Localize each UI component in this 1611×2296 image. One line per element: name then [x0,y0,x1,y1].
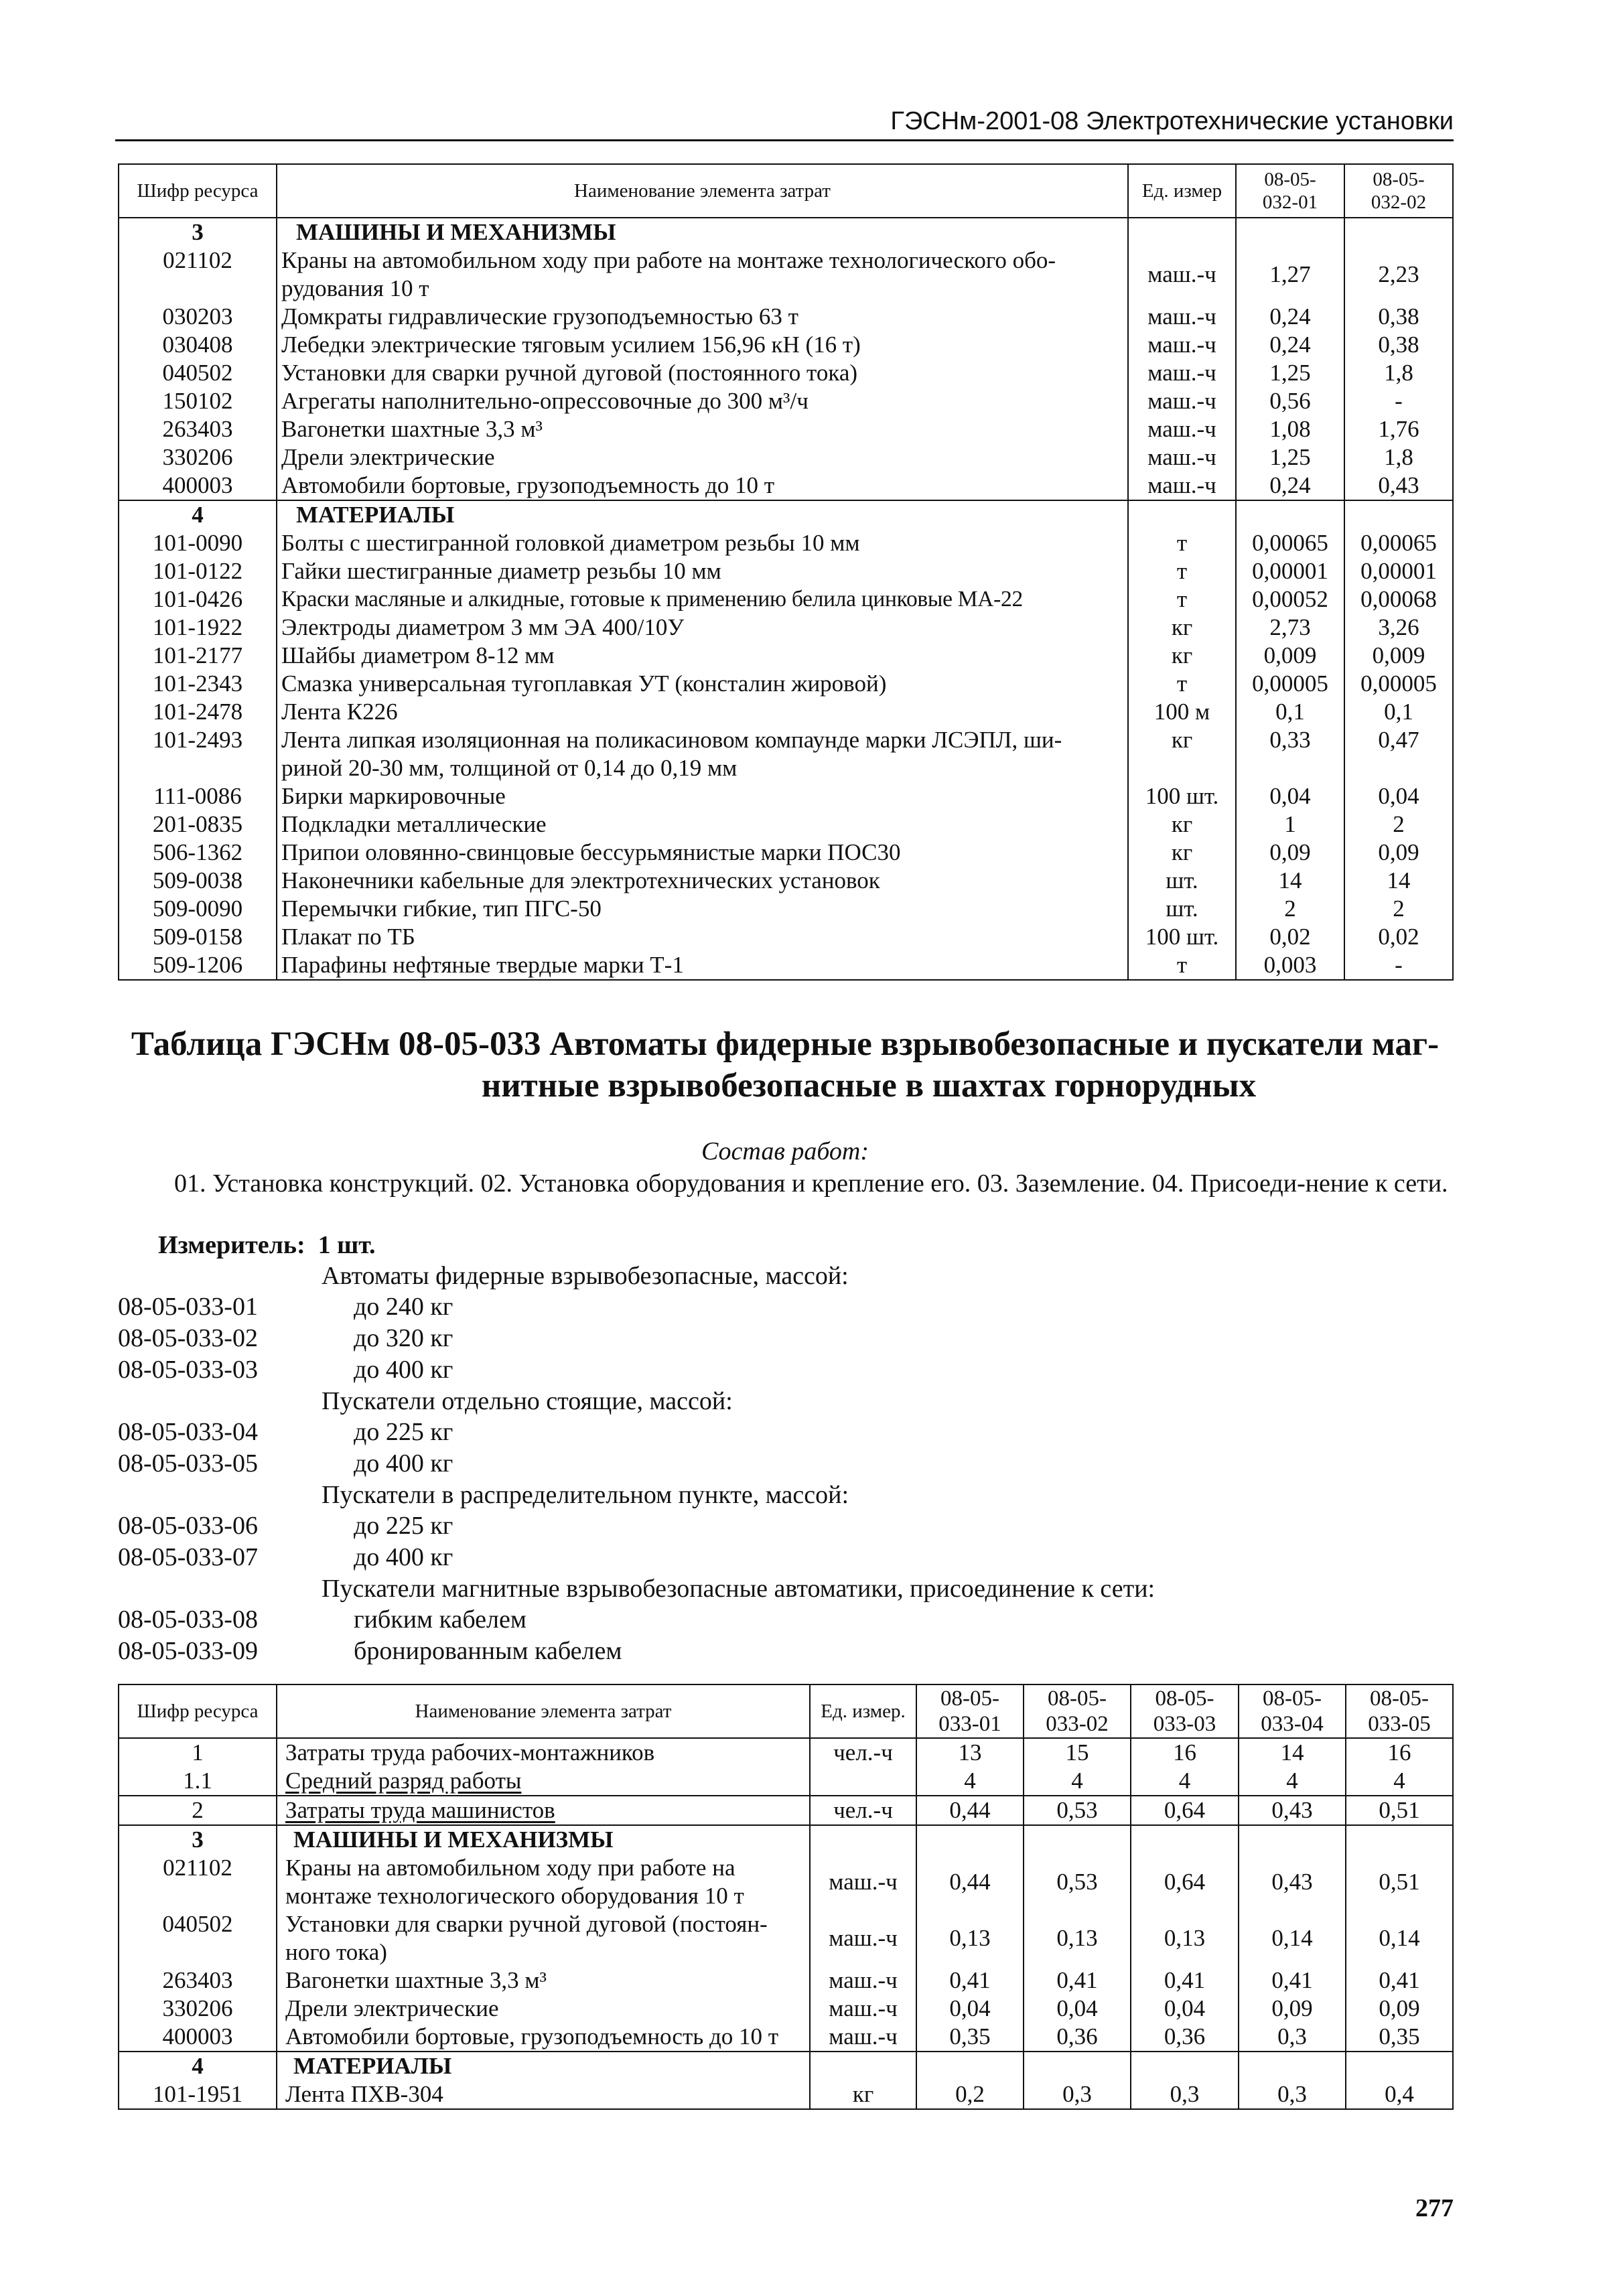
value-cell: 2,73 [1236,614,1344,642]
norm-text: до 400 кг [354,1356,453,1384]
resource-name: Краски масляные и алкидные, готовые к применению белила цинковые МА-22 [277,585,1128,614]
resource-name: Автомобили бортовые, грузоподъемность до 10 т [277,472,1128,500]
table-row [119,387,1453,415]
unit: маш.-ч [1128,443,1236,472]
table-row [119,1995,1453,2023]
value-cell: 0,53 [1024,1796,1131,1825]
section-title: МАШИНЫ И МЕХАНИЗМЫ [277,218,1128,246]
resource-name: Электроды диаметром 3 мм ЭА 400/10У [277,614,1128,642]
value-cell: 1 [1236,810,1344,839]
table-row [119,1738,1453,1767]
value-cell: 0,00001 [1236,557,1344,585]
value-cell: 14 [1236,867,1344,895]
value-cell: - [1344,387,1453,415]
resource-code: 400003 [119,472,277,500]
table-row [119,415,1453,443]
resource-code: 021102 [119,246,277,303]
table-row [119,839,1453,867]
value-cell: 0,14 [1346,1910,1453,1966]
resource-code: 1 [119,1738,277,1767]
resource-name: Средний разряд работы [285,1768,522,1794]
list-item [118,1542,1454,1573]
unit: маш.-ч [1128,359,1236,387]
value-cell: 4 [1024,1767,1131,1796]
work-composition-text [118,1168,1454,1199]
value-cell: 1,25 [1236,443,1344,472]
resource-code: 101-0122 [119,557,277,585]
resource-name: Смазка универсальная тугоплавкая УТ (консталин жировой) [277,670,1128,698]
unit: т [1128,529,1236,557]
section-row [119,218,1453,246]
page-number: 277 [1415,2194,1454,2222]
value-cell: 0,3 [1024,2080,1131,2109]
resource-name: Затраты труда рабочих-монтажников [277,1738,810,1767]
value-cell: 0,00065 [1344,529,1453,557]
norm-text: до 225 кг [354,1418,453,1446]
norm-code: 08-05-033-03 [118,1356,258,1384]
value-cell: 0,00068 [1344,585,1453,614]
value-cell: 0,35 [916,2023,1024,2052]
resource-name: Болты с шестигранной головкой диаметром резьбы 10 мм [277,529,1128,557]
measure-value: 1 шт. [318,1231,376,1259]
resource-code: 030203 [119,303,277,331]
section-title: МАШИНЫ И МЕХАНИЗМЫ [277,1825,810,1854]
unit: кг [1128,726,1236,782]
list-item [118,1417,1454,1448]
unit: кг [1128,839,1236,867]
resource-name: Краны на автомобильном ходу при работе на монтаже технологического оборудования 10 т [277,1854,810,1910]
unit: чел.-ч [810,1738,916,1767]
list-item [118,1323,1454,1354]
resource-code: 030408 [119,331,277,359]
section-title: МАТЕРИАЛЫ [277,500,1128,529]
value-cell: 0,009 [1236,642,1344,670]
column-header: 08-05- 033-02 [1024,1684,1131,1738]
unit: маш.-ч [810,1854,916,1910]
unit: маш.-ч [1128,472,1236,500]
table-row [119,810,1453,839]
column-header: 08-05- 032-01 [1236,164,1344,218]
table-row [119,2023,1453,2052]
list-item [118,1604,1454,1636]
column-header: Ед. измер [1128,164,1236,218]
value-cell: 0,51 [1346,1854,1453,1910]
value-cell: 13 [916,1738,1024,1767]
resource-code: 509-0038 [119,867,277,895]
norm-text: бронированным кабелем [354,1637,622,1665]
resource-name: Перемычки гибкие, тип ПГС-50 [277,895,1128,923]
resource-code: 3 [119,218,277,246]
value-cell: 0,38 [1344,331,1453,359]
running-header: ГЭСНм-2001-08 Электротехнические установки [890,107,1454,135]
table-row [119,614,1453,642]
resource-code: 509-1206 [119,951,277,980]
value-cell: 0,02 [1236,923,1344,951]
value-cell: 0,53 [1024,1854,1131,1910]
value-cell: 2 [1236,895,1344,923]
resource-code: 1.1 [119,1767,277,1796]
value-cell: 0,13 [1131,1910,1239,1966]
table-row [119,1966,1453,1995]
list-item [118,1448,1454,1480]
resource-code: 101-1951 [119,2080,277,2109]
value-cell: 0,41 [916,1966,1024,1995]
resource-name: Бирки маркировочные [277,782,1128,810]
norm-text: до 240 кг [354,1293,453,1321]
resource-code: 040502 [119,359,277,387]
value-cell: 15 [1024,1738,1131,1767]
unit: т [1128,557,1236,585]
value-cell: 4 [916,1767,1024,1796]
table-row [119,359,1453,387]
table-row [119,923,1453,951]
value-cell: 0,41 [1024,1966,1131,1995]
column-header: 08-05- 033-01 [916,1684,1024,1738]
list-item [118,1510,1454,1542]
resource-code: 506-1362 [119,839,277,867]
column-header: 08-05- 033-04 [1239,1684,1346,1738]
value-cell: 0,47 [1344,726,1453,782]
unit: т [1128,585,1236,614]
norm-code: 08-05-033-04 [118,1418,258,1446]
unit: чел.-ч [810,1796,916,1825]
resource-name: Плакат по ТБ [277,923,1128,951]
norm-code: 08-05-033-02 [118,1324,258,1352]
table-row [119,951,1453,980]
table-title-line: Таблица ГЭСНм 08-05-033 Автоматы фидерные взрывобезопасные и пускатели маг- [131,1025,1440,1063]
value-cell: 0,41 [1346,1966,1453,1995]
value-cell: 0,36 [1131,2023,1239,2052]
value-cell: 0,09 [1239,1995,1346,2023]
resource-name: Наконечники кабельные для электротехнических установок [277,867,1128,895]
value-cell: 0,3 [1239,2023,1346,2052]
value-cell: 0,56 [1236,387,1344,415]
norm-group-heading: Пускатели магнитные взрывобезопасные автоматики, присоединение к сети: [322,1575,1155,1603]
table-row [119,698,1453,726]
unit: кг [1128,642,1236,670]
unit: шт. [1128,867,1236,895]
resource-code: 101-2343 [119,670,277,698]
resource-name: Агрегаты наполнительно-опрессовочные до 300 м³/ч [277,387,1128,415]
norm-code: 08-05-033-08 [118,1605,258,1634]
norm-code: 08-05-033-09 [118,1637,258,1665]
table-title-line: нитные взрывобезопасные в шахтах горнорудных [481,1067,1257,1104]
value-cell: 1,8 [1344,359,1453,387]
resource-name: Подкладки металлические [277,810,1128,839]
table-header-row [119,164,1453,218]
value-cell: 0,64 [1131,1854,1239,1910]
value-cell: 0,04 [1131,1995,1239,2023]
table-row [119,895,1453,923]
resource-name: Лебедки электрические тяговым усилием 156,96 кН (16 т) [277,331,1128,359]
unit [810,1767,916,1796]
value-cell: 2 [1344,810,1453,839]
work-composition-body: 01. Установка конструкций. 02. Установка оборудования и крепление его. 03. Заземление. 04. Присоеди-нение к сети. [174,1169,1448,1198]
value-cell: 16 [1131,1738,1239,1767]
resource-code: 263403 [119,415,277,443]
unit: 100 шт. [1128,923,1236,951]
table-row [119,1854,1453,1910]
table-row [119,726,1453,782]
table-row [119,642,1453,670]
resource-name: Автомобили бортовые, грузоподъемность до 10 т [277,2023,810,2052]
column-header: 08-05- 033-05 [1346,1684,1453,1738]
value-cell: 0,04 [1024,1995,1131,2023]
value-cell: 0,2 [916,2080,1024,2109]
table-row [119,1767,1453,1796]
value-cell: 0,00052 [1236,585,1344,614]
resource-name: Лента К226 [277,698,1128,726]
unit: маш.-ч [1128,303,1236,331]
header-rule [115,139,1454,141]
value-cell: 0,09 [1344,839,1453,867]
unit: 100 шт. [1128,782,1236,810]
resource-name: Вагонетки шахтные 3,3 м³ [277,1966,810,1995]
resource-name: Краны на автомобильном ходу при работе на монтаже технологического обо- рудования 10 т [277,246,1128,303]
resource-name: Припои оловянно-свинцовые бессурьмянистые марки ПОС30 [277,839,1128,867]
value-cell: 0,3 [1131,2080,1239,2109]
resource-code: 509-0158 [119,923,277,951]
value-cell: 0,43 [1239,1854,1346,1910]
value-cell: 0,3 [1239,2080,1346,2109]
norm-code: 08-05-033-07 [118,1543,258,1571]
norm-code: 08-05-033-01 [118,1293,258,1321]
value-cell: 0,04 [1236,782,1344,810]
column-header: Наименование элемента затрат [277,164,1128,218]
unit: кг [1128,810,1236,839]
value-cell: 16 [1346,1738,1453,1767]
norm-list [118,1261,1454,1667]
list-item [118,1291,1454,1323]
column-header: Шифр ресурса [119,164,277,218]
unit: маш.-ч [810,1910,916,1966]
table-header-row [119,1684,1453,1738]
list-item [118,1636,1454,1667]
resource-code: 150102 [119,387,277,415]
resource-code: 4 [119,2052,277,2080]
value-cell: 0,00065 [1236,529,1344,557]
table-row [119,1796,1453,1825]
table-row [119,585,1453,614]
table-row [119,2080,1453,2109]
table-row [119,303,1453,331]
value-cell: 3,26 [1344,614,1453,642]
unit: кг [1128,614,1236,642]
table-row [119,246,1453,303]
work-composition-caption: Состав работ: [701,1137,869,1165]
resource-code: 101-2493 [119,726,277,782]
resource-name: Шайбы диаметром 8-12 мм [277,642,1128,670]
resource-code: 101-0090 [119,529,277,557]
resource-code: 3 [119,1825,277,1854]
value-cell: 0,43 [1344,472,1453,500]
list-item [118,1354,1454,1386]
norm-code: 08-05-033-05 [118,1449,258,1478]
value-cell: 0,33 [1236,726,1344,782]
norm-text: до 400 кг [354,1449,453,1478]
value-cell: 0,51 [1346,1796,1453,1825]
resource-code: 101-2478 [119,698,277,726]
unit: маш.-ч [1128,415,1236,443]
norm-group-heading: Пускатели в распределительном пункте, массой: [322,1481,849,1509]
section-row [119,500,1453,529]
value-cell: 0,09 [1346,1995,1453,2023]
section-title: МАТЕРИАЛЫ [277,2052,810,2080]
value-cell: 0,04 [1344,782,1453,810]
value-cell: 0,41 [1239,1966,1346,1995]
value-cell: 0,41 [1131,1966,1239,1995]
resource-code: 330206 [119,443,277,472]
resource-code: 330206 [119,1995,277,2023]
value-cell: 14 [1344,867,1453,895]
resource-code: 4 [119,500,277,529]
value-cell: 0,35 [1346,2023,1453,2052]
resource-code: 111-0086 [119,782,277,810]
value-cell: 0,44 [916,1854,1024,1910]
value-cell: 2 [1344,895,1453,923]
value-cell: 4 [1131,1767,1239,1796]
resource-code: 400003 [119,2023,277,2052]
value-cell: 0,003 [1236,951,1344,980]
norm-text: до 320 кг [354,1324,453,1352]
resource-name: Домкраты гидравлические грузоподъемностью 63 т [277,303,1128,331]
table-row [119,529,1453,557]
table-row [119,782,1453,810]
value-cell: 0,4 [1346,2080,1453,2109]
resource-code: 263403 [119,1966,277,1995]
value-cell: 0,00005 [1236,670,1344,698]
resource-code: 101-2177 [119,642,277,670]
resource-name: Парафины нефтяные твердые марки Т-1 [277,951,1128,980]
table-row [119,670,1453,698]
resource-name: Установки для сварки ручной дуговой (постоян-ного тока) [277,1910,810,1966]
column-header: Наименование элемента затрат [277,1684,810,1738]
table-row [119,557,1453,585]
value-cell: 0,00001 [1344,557,1453,585]
norm-group-heading: Пускатели отдельно стоящие, массой: [322,1387,733,1415]
resource-table-032 [118,163,1454,981]
value-cell: 0,1 [1344,698,1453,726]
resource-code: 509-0090 [119,895,277,923]
norm-group-heading: Автоматы фидерные взрывобезопасные, массой: [322,1262,849,1290]
resource-code: 040502 [119,1910,277,1966]
resource-code: 101-1922 [119,614,277,642]
resource-name: Лента липкая изоляционная на поликасиновом компаунде марки ЛСЭПЛ, ши- риной 20-30 мм, толщиной от 0,14 до 0,19 мм [277,726,1128,782]
unit: маш.-ч [810,2023,916,2052]
unit: кг [810,2080,916,2109]
value-cell: 2,23 [1344,246,1453,303]
norm-text: до 400 кг [354,1543,453,1571]
table-row [119,472,1453,500]
value-cell: 1,76 [1344,415,1453,443]
value-cell: 0,02 [1344,923,1453,951]
resource-name: Вагонетки шахтные 3,3 м³ [277,415,1128,443]
value-cell: 0,38 [1344,303,1453,331]
resource-name: Дрели электрические [277,443,1128,472]
unit: маш.-ч [810,1966,916,1995]
value-cell: 0,04 [916,1995,1024,2023]
norm-text: гибким кабелем [354,1605,527,1634]
resource-code: 2 [119,1796,277,1825]
value-cell: 0,09 [1236,839,1344,867]
column-header: Ед. измер. [810,1684,916,1738]
value-cell: 0,14 [1239,1910,1346,1966]
value-cell: 0,24 [1236,331,1344,359]
value-cell: 4 [1239,1767,1346,1796]
unit: маш.-ч [1128,246,1236,303]
norm-text: до 225 кг [354,1512,453,1540]
table-row [119,331,1453,359]
unit: маш.-ч [1128,331,1236,359]
value-cell: 14 [1239,1738,1346,1767]
table-title [118,1023,1452,1106]
column-header: 08-05- 032-02 [1344,164,1453,218]
resource-code: 021102 [119,1854,277,1910]
section-row [119,2052,1453,2080]
value-cell: 0,44 [916,1796,1024,1825]
column-header: Шифр ресурса [119,1684,277,1738]
table-row [119,443,1453,472]
resource-code: 201-0835 [119,810,277,839]
resource-code: 101-0426 [119,585,277,614]
value-cell: 1,27 [1236,246,1344,303]
value-cell: 0,24 [1236,472,1344,500]
unit: 100 м [1128,698,1236,726]
value-cell: 0,36 [1024,2023,1131,2052]
table-row [119,1910,1453,1966]
value-cell: 0,13 [916,1910,1024,1966]
norm-code: 08-05-033-06 [118,1512,258,1540]
resource-table-033 [118,1684,1454,2110]
unit: т [1128,670,1236,698]
unit: т [1128,951,1236,980]
unit: маш.-ч [810,1995,916,2023]
resource-name: Установки для сварки ручной дуговой (постоянного тока) [277,359,1128,387]
value-cell: 0,13 [1024,1910,1131,1966]
unit: шт. [1128,895,1236,923]
value-cell: 1,08 [1236,415,1344,443]
measure-label: Измеритель: [158,1231,305,1259]
value-cell: 0,24 [1236,303,1344,331]
resource-name: Гайки шестигранные диаметр резьбы 10 мм [277,557,1128,585]
measure-unit [158,1230,376,1261]
value-cell: 0,00005 [1344,670,1453,698]
column-header: 08-05- 033-03 [1131,1684,1239,1738]
value-cell: 1,25 [1236,359,1344,387]
value-cell: 0,43 [1239,1796,1346,1825]
resource-name: Лента ПХВ-304 [277,2080,810,2109]
value-cell: - [1344,951,1453,980]
unit: маш.-ч [1128,387,1236,415]
value-cell: 0,1 [1236,698,1344,726]
section-row [119,1825,1453,1854]
value-cell: 4 [1346,1767,1453,1796]
value-cell: 0,64 [1131,1796,1239,1825]
resource-name: Дрели электрические [277,1995,810,2023]
table-row [119,867,1453,895]
resource-name: Затраты труда машинистов [285,1797,555,1823]
value-cell: 0,009 [1344,642,1453,670]
value-cell: 1,8 [1344,443,1453,472]
